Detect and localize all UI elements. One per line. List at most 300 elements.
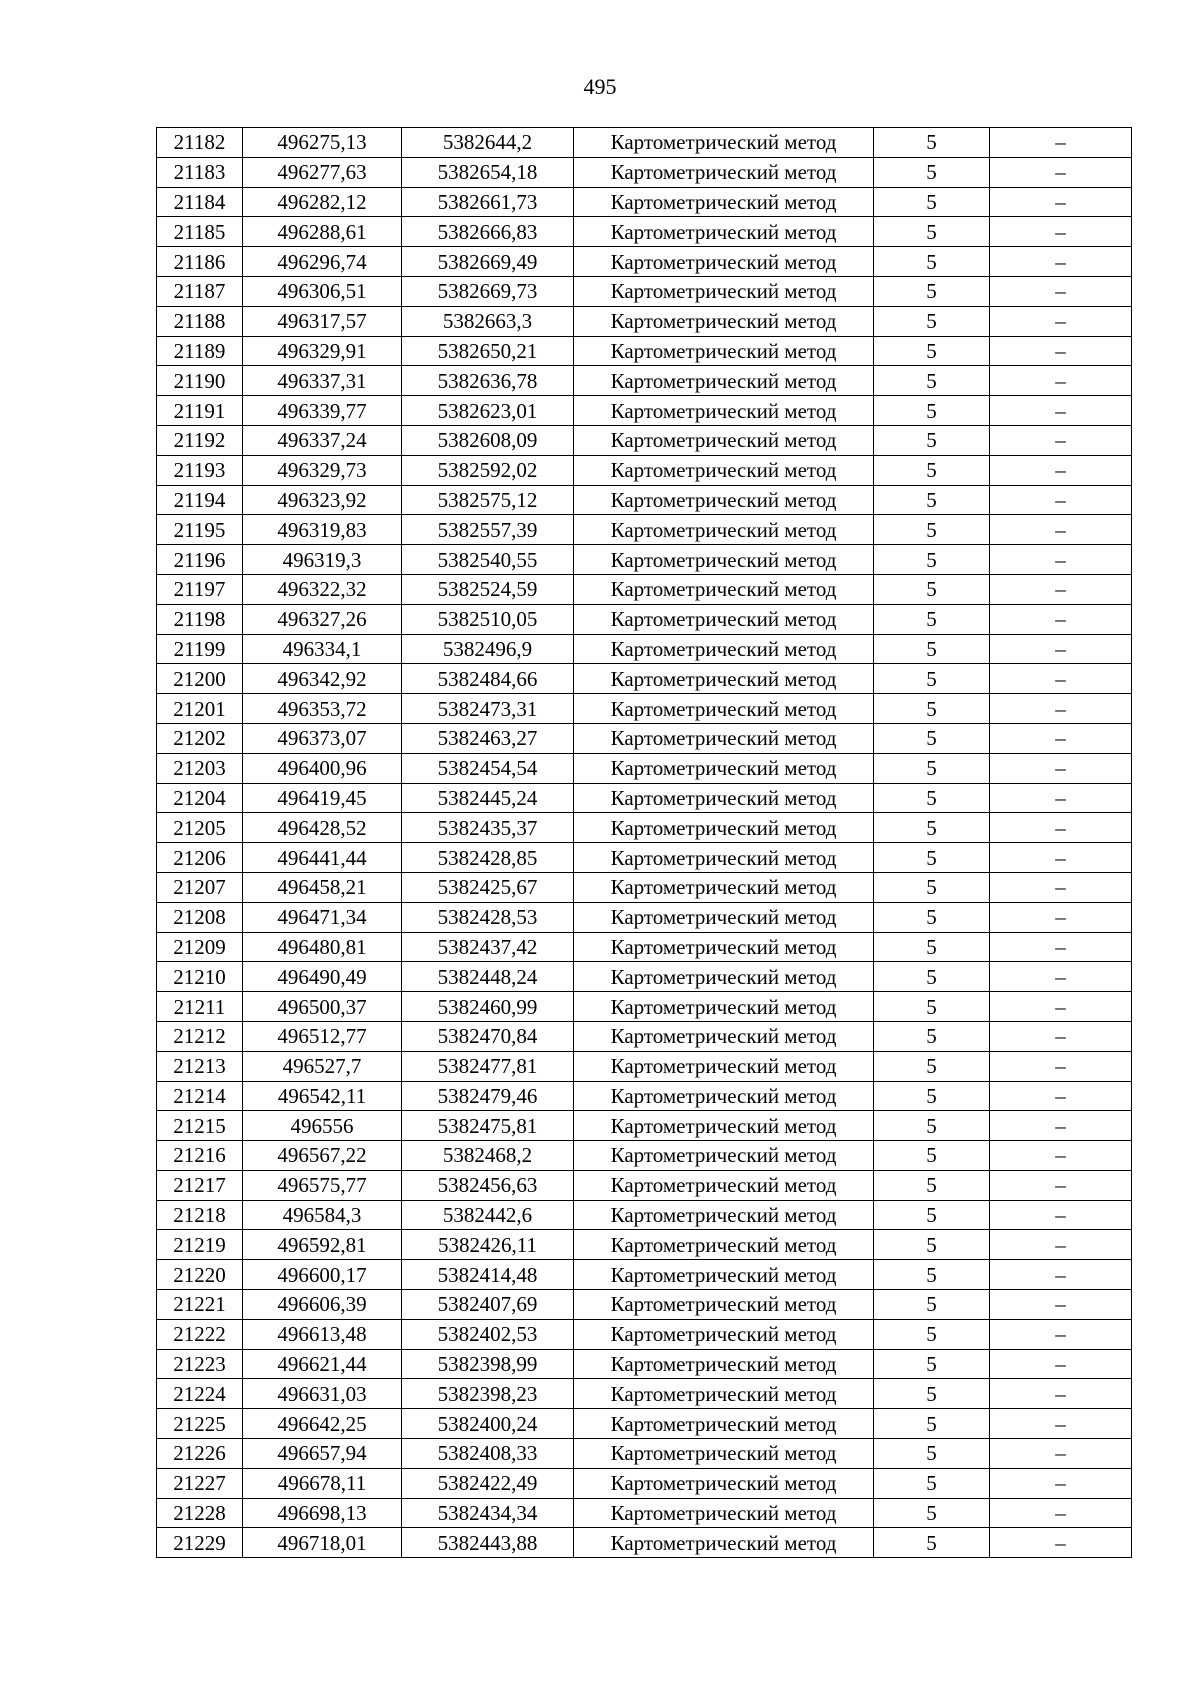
- description-cell: –: [990, 425, 1132, 455]
- x-coordinate-cell: 496678,11: [243, 1468, 402, 1498]
- description-cell: –: [990, 187, 1132, 217]
- table-row: [157, 962, 1132, 992]
- method-cell: Картометрический метод: [574, 485, 874, 515]
- precision-cell: 5: [874, 574, 990, 604]
- method-cell: Картометрический метод: [574, 128, 874, 158]
- x-coordinate-cell: 496480,81: [243, 932, 402, 962]
- precision-cell: 5: [874, 455, 990, 485]
- point-number-cell: 21189: [157, 336, 243, 366]
- precision-cell: 5: [874, 485, 990, 515]
- y-coordinate-cell: 5382422,49: [402, 1468, 574, 1498]
- point-number-cell: 21214: [157, 1081, 243, 1111]
- table-row: [157, 1081, 1132, 1111]
- method-cell: Картометрический метод: [574, 396, 874, 426]
- y-coordinate-cell: 5382479,46: [402, 1081, 574, 1111]
- precision-cell: 5: [874, 1081, 990, 1111]
- y-coordinate-cell: 5382496,9: [402, 634, 574, 664]
- x-coordinate-cell: 496419,45: [243, 783, 402, 813]
- table-row: [157, 1230, 1132, 1260]
- x-coordinate-cell: 496373,07: [243, 723, 402, 753]
- description-cell: –: [990, 753, 1132, 783]
- method-cell: Картометрический метод: [574, 664, 874, 694]
- table-row: [157, 545, 1132, 575]
- table-row: [157, 813, 1132, 843]
- method-cell: Картометрический метод: [574, 783, 874, 813]
- point-number-cell: 21190: [157, 366, 243, 396]
- description-cell: –: [990, 157, 1132, 187]
- method-cell: Картометрический метод: [574, 872, 874, 902]
- point-number-cell: 21215: [157, 1111, 243, 1141]
- precision-cell: 5: [874, 1409, 990, 1439]
- precision-cell: 5: [874, 1111, 990, 1141]
- point-number-cell: 21200: [157, 664, 243, 694]
- y-coordinate-cell: 5382477,81: [402, 1051, 574, 1081]
- point-number-cell: 21206: [157, 843, 243, 873]
- point-number-cell: 21209: [157, 932, 243, 962]
- x-coordinate-cell: 496500,37: [243, 992, 402, 1022]
- table-row: [157, 128, 1132, 158]
- y-coordinate-cell: 5382443,88: [402, 1528, 574, 1558]
- table-row: [157, 455, 1132, 485]
- method-cell: Картометрический метод: [574, 1468, 874, 1498]
- description-cell: –: [990, 1200, 1132, 1230]
- y-coordinate-cell: 5382398,23: [402, 1379, 574, 1409]
- x-coordinate-cell: 496490,49: [243, 962, 402, 992]
- precision-cell: 5: [874, 992, 990, 1022]
- y-coordinate-cell: 5382402,53: [402, 1319, 574, 1349]
- description-cell: –: [990, 1021, 1132, 1051]
- y-coordinate-cell: 5382426,11: [402, 1230, 574, 1260]
- method-cell: Картометрический метод: [574, 1141, 874, 1171]
- point-number-cell: 21210: [157, 962, 243, 992]
- precision-cell: 5: [874, 723, 990, 753]
- precision-cell: 5: [874, 1498, 990, 1528]
- table-row: [157, 1051, 1132, 1081]
- point-number-cell: 21208: [157, 902, 243, 932]
- point-number-cell: 21224: [157, 1379, 243, 1409]
- x-coordinate-cell: 496575,77: [243, 1170, 402, 1200]
- table-row: [157, 1260, 1132, 1290]
- point-number-cell: 21219: [157, 1230, 243, 1260]
- method-cell: Картометрический метод: [574, 1409, 874, 1439]
- x-coordinate-cell: 496621,44: [243, 1349, 402, 1379]
- point-number-cell: 21185: [157, 217, 243, 247]
- method-cell: Картометрический метод: [574, 187, 874, 217]
- point-number-cell: 21227: [157, 1468, 243, 1498]
- x-coordinate-cell: 496428,52: [243, 813, 402, 843]
- table-row: [157, 1200, 1132, 1230]
- description-cell: –: [990, 1170, 1132, 1200]
- method-cell: Картометрический метод: [574, 1260, 874, 1290]
- table-row: [157, 187, 1132, 217]
- table-row: [157, 157, 1132, 187]
- precision-cell: 5: [874, 128, 990, 158]
- point-number-cell: 21229: [157, 1528, 243, 1558]
- precision-cell: 5: [874, 1319, 990, 1349]
- point-number-cell: 21205: [157, 813, 243, 843]
- y-coordinate-cell: 5382654,18: [402, 157, 574, 187]
- point-number-cell: 21221: [157, 1290, 243, 1320]
- y-coordinate-cell: 5382470,84: [402, 1021, 574, 1051]
- y-coordinate-cell: 5382398,99: [402, 1349, 574, 1379]
- y-coordinate-cell: 5382414,48: [402, 1260, 574, 1290]
- description-cell: –: [990, 306, 1132, 336]
- precision-cell: 5: [874, 545, 990, 575]
- x-coordinate-cell: 496600,17: [243, 1260, 402, 1290]
- x-coordinate-cell: 496319,83: [243, 515, 402, 545]
- y-coordinate-cell: 5382524,59: [402, 574, 574, 604]
- x-coordinate-cell: 496631,03: [243, 1379, 402, 1409]
- description-cell: –: [990, 932, 1132, 962]
- y-coordinate-cell: 5382636,78: [402, 366, 574, 396]
- method-cell: Картометрический метод: [574, 634, 874, 664]
- y-coordinate-cell: 5382428,85: [402, 843, 574, 873]
- method-cell: Картометрический метод: [574, 1349, 874, 1379]
- point-number-cell: 21228: [157, 1498, 243, 1528]
- y-coordinate-cell: 5382442,6: [402, 1200, 574, 1230]
- y-coordinate-cell: 5382407,69: [402, 1290, 574, 1320]
- y-coordinate-cell: 5382650,21: [402, 336, 574, 366]
- method-cell: Картометрический метод: [574, 1498, 874, 1528]
- table-row: [157, 783, 1132, 813]
- description-cell: –: [990, 366, 1132, 396]
- x-coordinate-cell: 496698,13: [243, 1498, 402, 1528]
- point-number-cell: 21202: [157, 723, 243, 753]
- description-cell: –: [990, 634, 1132, 664]
- y-coordinate-cell: 5382448,24: [402, 962, 574, 992]
- x-coordinate-cell: 496458,21: [243, 872, 402, 902]
- point-number-cell: 21199: [157, 634, 243, 664]
- y-coordinate-cell: 5382434,34: [402, 1498, 574, 1528]
- x-coordinate-cell: 496471,34: [243, 902, 402, 932]
- description-cell: –: [990, 604, 1132, 634]
- y-coordinate-cell: 5382463,27: [402, 723, 574, 753]
- table-row: [157, 1021, 1132, 1051]
- method-cell: Картометрический метод: [574, 1111, 874, 1141]
- description-cell: –: [990, 396, 1132, 426]
- y-coordinate-cell: 5382473,31: [402, 694, 574, 724]
- precision-cell: 5: [874, 187, 990, 217]
- method-cell: Картометрический метод: [574, 1319, 874, 1349]
- x-coordinate-cell: 496441,44: [243, 843, 402, 873]
- y-coordinate-cell: 5382644,2: [402, 128, 574, 158]
- x-coordinate-cell: 496400,96: [243, 753, 402, 783]
- x-coordinate-cell: 496606,39: [243, 1290, 402, 1320]
- table-row: [157, 1349, 1132, 1379]
- y-coordinate-cell: 5382540,55: [402, 545, 574, 575]
- method-cell: Картометрический метод: [574, 962, 874, 992]
- x-coordinate-cell: 496642,25: [243, 1409, 402, 1439]
- x-coordinate-cell: 496718,01: [243, 1528, 402, 1558]
- x-coordinate-cell: 496329,91: [243, 336, 402, 366]
- point-number-cell: 21220: [157, 1260, 243, 1290]
- table-row: [157, 366, 1132, 396]
- table-row: [157, 664, 1132, 694]
- method-cell: Картометрический метод: [574, 1200, 874, 1230]
- point-number-cell: 21193: [157, 455, 243, 485]
- y-coordinate-cell: 5382592,02: [402, 455, 574, 485]
- point-number-cell: 21192: [157, 425, 243, 455]
- x-coordinate-cell: 496592,81: [243, 1230, 402, 1260]
- table-row: [157, 1111, 1132, 1141]
- point-number-cell: 21201: [157, 694, 243, 724]
- coordinates-table: [156, 127, 1132, 1558]
- y-coordinate-cell: 5382460,99: [402, 992, 574, 1022]
- precision-cell: 5: [874, 813, 990, 843]
- table-row: [157, 306, 1132, 336]
- x-coordinate-cell: 496613,48: [243, 1319, 402, 1349]
- description-cell: –: [990, 1409, 1132, 1439]
- table-row: [157, 1379, 1132, 1409]
- y-coordinate-cell: 5382454,54: [402, 753, 574, 783]
- y-coordinate-cell: 5382575,12: [402, 485, 574, 515]
- table-row: [157, 1409, 1132, 1439]
- point-number-cell: 21222: [157, 1319, 243, 1349]
- description-cell: –: [990, 1230, 1132, 1260]
- method-cell: Картометрический метод: [574, 843, 874, 873]
- method-cell: Картометрический метод: [574, 1051, 874, 1081]
- point-number-cell: 21183: [157, 157, 243, 187]
- x-coordinate-cell: 496339,77: [243, 396, 402, 426]
- precision-cell: 5: [874, 217, 990, 247]
- precision-cell: 5: [874, 1290, 990, 1320]
- description-cell: –: [990, 247, 1132, 277]
- point-number-cell: 21213: [157, 1051, 243, 1081]
- method-cell: Картометрический метод: [574, 932, 874, 962]
- table-row: [157, 932, 1132, 962]
- method-cell: Картометрический метод: [574, 574, 874, 604]
- precision-cell: 5: [874, 843, 990, 873]
- x-coordinate-cell: 496275,13: [243, 128, 402, 158]
- table-row: [157, 276, 1132, 306]
- description-cell: –: [990, 1319, 1132, 1349]
- point-number-cell: 21182: [157, 128, 243, 158]
- method-cell: Картометрический метод: [574, 425, 874, 455]
- method-cell: Картометрический метод: [574, 753, 874, 783]
- table-row: [157, 634, 1132, 664]
- description-cell: –: [990, 1349, 1132, 1379]
- y-coordinate-cell: 5382663,3: [402, 306, 574, 336]
- method-cell: Картометрический метод: [574, 813, 874, 843]
- y-coordinate-cell: 5382661,73: [402, 187, 574, 217]
- x-coordinate-cell: 496319,3: [243, 545, 402, 575]
- y-coordinate-cell: 5382608,09: [402, 425, 574, 455]
- point-number-cell: 21196: [157, 545, 243, 575]
- point-number-cell: 21218: [157, 1200, 243, 1230]
- precision-cell: 5: [874, 336, 990, 366]
- precision-cell: 5: [874, 1021, 990, 1051]
- table-row: [157, 1528, 1132, 1558]
- y-coordinate-cell: 5382666,83: [402, 217, 574, 247]
- description-cell: –: [990, 1439, 1132, 1469]
- precision-cell: 5: [874, 634, 990, 664]
- table-row: [157, 1498, 1132, 1528]
- precision-cell: 5: [874, 1200, 990, 1230]
- precision-cell: 5: [874, 396, 990, 426]
- x-coordinate-cell: 496337,24: [243, 425, 402, 455]
- description-cell: –: [990, 783, 1132, 813]
- table-row: [157, 694, 1132, 724]
- y-coordinate-cell: 5382510,05: [402, 604, 574, 634]
- method-cell: Картометрический метод: [574, 1290, 874, 1320]
- point-number-cell: 21223: [157, 1349, 243, 1379]
- description-cell: –: [990, 813, 1132, 843]
- precision-cell: 5: [874, 1439, 990, 1469]
- x-coordinate-cell: 496317,57: [243, 306, 402, 336]
- table-row: [157, 753, 1132, 783]
- description-cell: –: [990, 723, 1132, 753]
- y-coordinate-cell: 5382445,24: [402, 783, 574, 813]
- table-row: [157, 1170, 1132, 1200]
- description-cell: –: [990, 217, 1132, 247]
- description-cell: –: [990, 485, 1132, 515]
- y-coordinate-cell: 5382456,63: [402, 1170, 574, 1200]
- precision-cell: 5: [874, 932, 990, 962]
- y-coordinate-cell: 5382557,39: [402, 515, 574, 545]
- point-number-cell: 21217: [157, 1170, 243, 1200]
- description-cell: –: [990, 902, 1132, 932]
- precision-cell: 5: [874, 247, 990, 277]
- table-row: [157, 1290, 1132, 1320]
- description-cell: –: [990, 1528, 1132, 1558]
- table-row: [157, 425, 1132, 455]
- x-coordinate-cell: 496282,12: [243, 187, 402, 217]
- description-cell: –: [990, 1468, 1132, 1498]
- point-number-cell: 21216: [157, 1141, 243, 1171]
- point-number-cell: 21212: [157, 1021, 243, 1051]
- precision-cell: 5: [874, 1141, 990, 1171]
- precision-cell: 5: [874, 1230, 990, 1260]
- table-row: [157, 604, 1132, 634]
- method-cell: Картометрический метод: [574, 1528, 874, 1558]
- x-coordinate-cell: 496277,63: [243, 157, 402, 187]
- description-cell: –: [990, 336, 1132, 366]
- method-cell: Картометрический метод: [574, 455, 874, 485]
- description-cell: –: [990, 545, 1132, 575]
- precision-cell: 5: [874, 1528, 990, 1558]
- x-coordinate-cell: 496288,61: [243, 217, 402, 247]
- precision-cell: 5: [874, 425, 990, 455]
- x-coordinate-cell: 496296,74: [243, 247, 402, 277]
- point-number-cell: 21195: [157, 515, 243, 545]
- description-cell: –: [990, 694, 1132, 724]
- precision-cell: 5: [874, 1260, 990, 1290]
- description-cell: –: [990, 574, 1132, 604]
- x-coordinate-cell: 496584,3: [243, 1200, 402, 1230]
- x-coordinate-cell: 496556: [243, 1111, 402, 1141]
- table-row: [157, 574, 1132, 604]
- description-cell: –: [990, 843, 1132, 873]
- x-coordinate-cell: 496512,77: [243, 1021, 402, 1051]
- precision-cell: 5: [874, 515, 990, 545]
- method-cell: Картометрический метод: [574, 694, 874, 724]
- x-coordinate-cell: 496542,11: [243, 1081, 402, 1111]
- precision-cell: 5: [874, 366, 990, 396]
- point-number-cell: 21186: [157, 247, 243, 277]
- point-number-cell: 21187: [157, 276, 243, 306]
- description-cell: –: [990, 1141, 1132, 1171]
- x-coordinate-cell: 496567,22: [243, 1141, 402, 1171]
- method-cell: Картометрический метод: [574, 366, 874, 396]
- table-row: [157, 992, 1132, 1022]
- y-coordinate-cell: 5382435,37: [402, 813, 574, 843]
- method-cell: Картометрический метод: [574, 1021, 874, 1051]
- method-cell: Картометрический метод: [574, 336, 874, 366]
- table-row: [157, 1439, 1132, 1469]
- method-cell: Картометрический метод: [574, 157, 874, 187]
- method-cell: Картометрический метод: [574, 1230, 874, 1260]
- description-cell: –: [990, 455, 1132, 485]
- precision-cell: 5: [874, 783, 990, 813]
- method-cell: Картометрический метод: [574, 276, 874, 306]
- point-number-cell: 21184: [157, 187, 243, 217]
- precision-cell: 5: [874, 276, 990, 306]
- description-cell: –: [990, 992, 1132, 1022]
- point-number-cell: 21198: [157, 604, 243, 634]
- description-cell: –: [990, 1260, 1132, 1290]
- description-cell: –: [990, 1379, 1132, 1409]
- point-number-cell: 21211: [157, 992, 243, 1022]
- table-row: [157, 902, 1132, 932]
- description-cell: –: [990, 1111, 1132, 1141]
- y-coordinate-cell: 5382623,01: [402, 396, 574, 426]
- point-number-cell: 21203: [157, 753, 243, 783]
- method-cell: Картометрический метод: [574, 604, 874, 634]
- point-number-cell: 21194: [157, 485, 243, 515]
- x-coordinate-cell: 496337,31: [243, 366, 402, 396]
- x-coordinate-cell: 496322,32: [243, 574, 402, 604]
- precision-cell: 5: [874, 1170, 990, 1200]
- precision-cell: 5: [874, 306, 990, 336]
- description-cell: –: [990, 276, 1132, 306]
- description-cell: –: [990, 128, 1132, 158]
- x-coordinate-cell: 496334,1: [243, 634, 402, 664]
- y-coordinate-cell: 5382425,67: [402, 872, 574, 902]
- precision-cell: 5: [874, 1051, 990, 1081]
- x-coordinate-cell: 496327,26: [243, 604, 402, 634]
- x-coordinate-cell: 496329,73: [243, 455, 402, 485]
- x-coordinate-cell: 496353,72: [243, 694, 402, 724]
- point-number-cell: 21191: [157, 396, 243, 426]
- table-row: [157, 396, 1132, 426]
- y-coordinate-cell: 5382437,42: [402, 932, 574, 962]
- table-row: [157, 336, 1132, 366]
- y-coordinate-cell: 5382468,2: [402, 1141, 574, 1171]
- y-coordinate-cell: 5382408,33: [402, 1439, 574, 1469]
- table-row: [157, 1319, 1132, 1349]
- method-cell: Картометрический метод: [574, 515, 874, 545]
- table-row: [157, 485, 1132, 515]
- y-coordinate-cell: 5382484,66: [402, 664, 574, 694]
- point-number-cell: 21207: [157, 872, 243, 902]
- precision-cell: 5: [874, 1349, 990, 1379]
- table-row: [157, 872, 1132, 902]
- precision-cell: 5: [874, 962, 990, 992]
- precision-cell: 5: [874, 1468, 990, 1498]
- point-number-cell: 21188: [157, 306, 243, 336]
- y-coordinate-cell: 5382669,49: [402, 247, 574, 277]
- method-cell: Картометрический метод: [574, 1081, 874, 1111]
- point-number-cell: 21197: [157, 574, 243, 604]
- precision-cell: 5: [874, 664, 990, 694]
- precision-cell: 5: [874, 902, 990, 932]
- method-cell: Картометрический метод: [574, 1170, 874, 1200]
- method-cell: Картометрический метод: [574, 1379, 874, 1409]
- point-number-cell: 21225: [157, 1409, 243, 1439]
- method-cell: Картометрический метод: [574, 1439, 874, 1469]
- precision-cell: 5: [874, 694, 990, 724]
- precision-cell: 5: [874, 604, 990, 634]
